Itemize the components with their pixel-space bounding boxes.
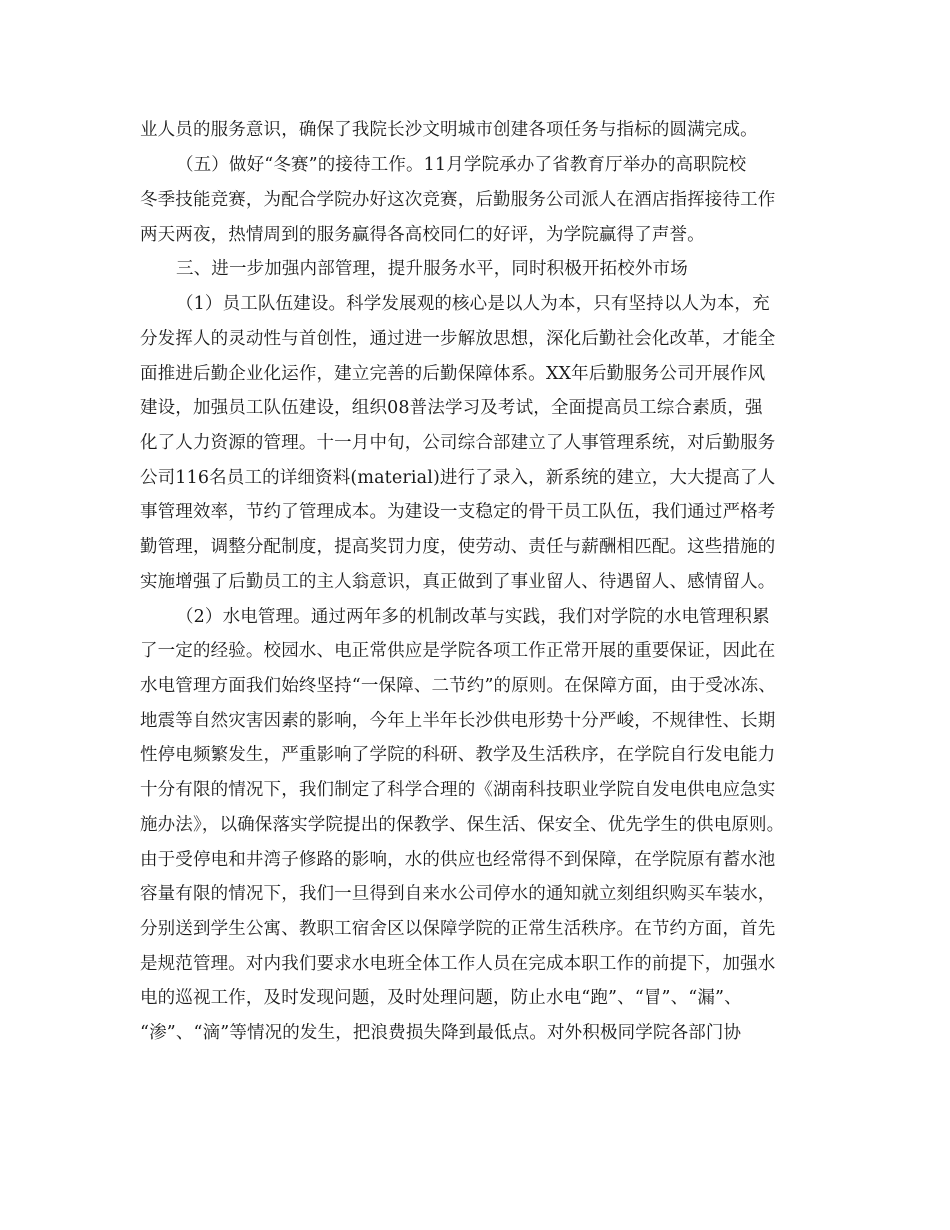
paragraph-line: “渗”、“滴”等情况的发生，把浪费损失降到最低点。对外积极同学院各部门协 bbox=[140, 1023, 742, 1043]
section-heading: 三、进一步加强内部管理，提升服务水平，同时积极开拓校外市场 bbox=[176, 259, 688, 279]
paragraph-line: 业人员的服务意识，确保了我院长沙文明城市创建各项任务与指标的圆满完成。 bbox=[140, 120, 758, 140]
paragraph-line: 分别送到学生公寓、教职工宿舍区以保障学院的正常生活秩序。在节约方面，首先 bbox=[140, 919, 776, 939]
paragraph-line: 施办法》，以确保落实学院提出的保教学、保生活、保安全、优先学生的供电原则。 bbox=[140, 815, 785, 835]
paragraph-line: 地震等自然灾害因素的影响，今年上半年长沙供电形势十分严峻，不规律性、长期 bbox=[140, 711, 776, 731]
paragraph-line: 电的巡视工作，及时发现问题，及时处理问题，防止水电“跑”、“冒”、“漏”、 bbox=[140, 988, 742, 1008]
paragraph-line: 面推进后勤企业化运作，建立完善的后勤保障体系。XX年后勤服务公司开展作风 bbox=[140, 364, 766, 384]
paragraph-line: 十分有限的情况下，我们制定了科学合理的《湖南科技职业学院自发电供电应急实 bbox=[140, 780, 776, 800]
paragraph-line: 两天两夜，热情周到的服务赢得各高校同仁的好评，为学院赢得了声誉。 bbox=[140, 225, 705, 245]
paragraph-line: 建设，加强员工队伍建设，组织08普法学习及考试，全面提高员工综合素质，强 bbox=[140, 398, 763, 418]
paragraph-line: 公司116名员工的详细资料(material)进行了录入，新系统的建立，大大提高了人 bbox=[140, 468, 776, 488]
paragraph-line: 化了人力资源的管理。十一月中旬，公司综合部建立了人事管理系统，对后勤服务 bbox=[140, 433, 776, 453]
paragraph-line: 事管理效率，节约了管理成本。为建设一支稳定的骨干员工队伍，我们通过严格考 bbox=[140, 502, 776, 522]
paragraph-line: 了一定的经验。校园水、电正常供应是学院各项工作正常开展的重要保证，因此在 bbox=[140, 641, 776, 661]
paragraph-line: 性停电频繁发生，严重影响了学院的科研、教学及生活秩序，在学院自行发电能力 bbox=[140, 745, 776, 765]
paragraph-line: 冬季技能竞赛，为配合学院办好这次竞赛，后勤服务公司派人在酒店指挥接待工作 bbox=[140, 190, 776, 210]
paragraph-line: 勤管理，调整分配制度，提高奖罚力度，使劳动、责任与薪酬相匹配。这些措施的 bbox=[140, 537, 776, 557]
paragraph-line: （2）水电管理。通过两年多的机制改革与实践，我们对学院的水电管理积累 bbox=[176, 607, 770, 627]
paragraph-line: 是规范管理。对内我们要求水电班全体工作人员在完成本职工作的前提下，加强水 bbox=[140, 954, 776, 974]
paragraph-line: 水电管理方面我们始终坚持“一保障、二节约”的原则。在保障方面，由于受冰冻、 bbox=[140, 676, 776, 696]
paragraph-line: 实施增强了后勤员工的主人翁意识，真正做到了事业留人、待遇留人、感情留人。 bbox=[140, 572, 776, 592]
paragraph-line: （1）员工队伍建设。科学发展观的核心是以人为本，只有坚持以人为本，充 bbox=[176, 294, 770, 314]
paragraph-line: 由于受停电和井湾子修路的影响，水的供应也经常得不到保障，在学院原有蓄水池 bbox=[140, 850, 776, 870]
paragraph-line: 分发挥人的灵动性与首创性，通过进一步解放思想，深化后勤社会化改革，才能全 bbox=[140, 329, 776, 349]
paragraph-line: 容量有限的情况下，我们一旦得到自来水公司停水的通知就立刻组织购买车装水， bbox=[140, 884, 776, 904]
paragraph-line: （五）做好“冬赛”的接待工作。11月学院承办了省教育厅举办的高职院校 bbox=[176, 155, 747, 175]
